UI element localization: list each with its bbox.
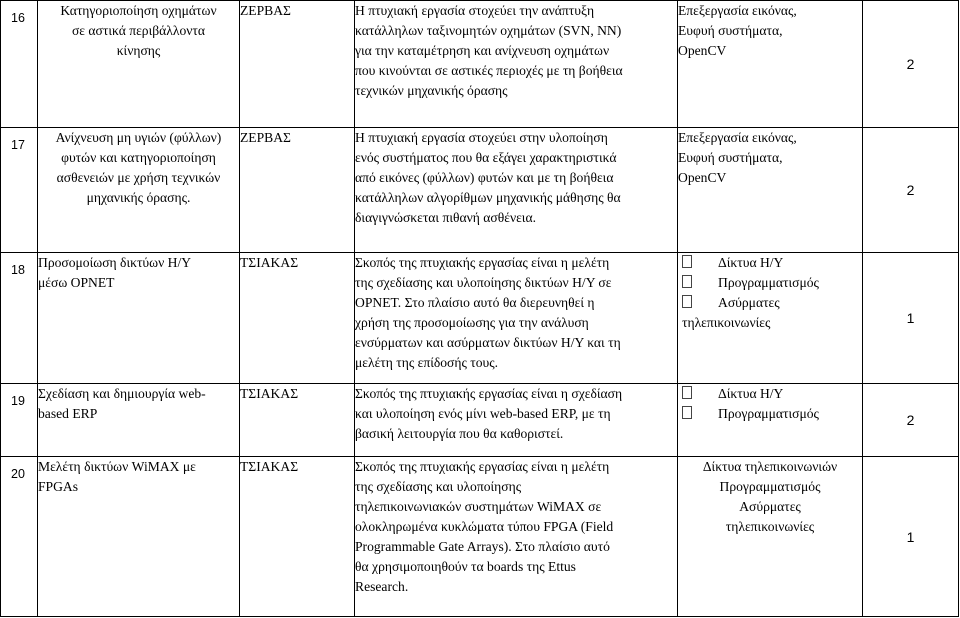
title-line: Μελέτη δικτύων WiMAX με: [38, 459, 196, 474]
thesis-description: [355, 253, 678, 384]
description-line: Σκοπός της πτυχιακής εργασίας είναι η σχεδίαση: [355, 386, 623, 401]
description-line: της σχεδίασης και υλοποίησης δικτύων Η/Υ σε: [355, 275, 612, 290]
description-line: μελέτη της επίδοσής τους.: [355, 355, 499, 370]
description-line: τεχνικών μηχανικής όρασης: [355, 83, 508, 98]
description-line: ενσύρματων και ασύρματων δικτύων Η/Υ και τη: [355, 335, 621, 350]
supervisor: ΤΣΙΑΚΑΣ: [240, 384, 355, 457]
supervisor: ΖΕΡΒΑΣ: [240, 1, 355, 128]
knowledge-line: Ευφυή συστήματα,: [678, 150, 783, 165]
knowledge-item: [678, 384, 862, 404]
description-line: Σκοπός της πτυχιακής εργασίας είναι η μελέτη: [355, 459, 610, 474]
thesis-title: [38, 457, 240, 617]
thesis-description: [355, 384, 678, 457]
knowledge-line: τηλεπικοινωνίες: [725, 519, 815, 534]
checkbox-bullet-icon: [682, 406, 692, 419]
knowledge-line: OpenCV: [678, 170, 727, 185]
description-line: από εικόνες (φύλλων) φυτών και με τη βοήθεια: [355, 170, 614, 185]
description-line: κατάλληλων αλγορίθμων μηχανικής μάθησης θα: [355, 190, 621, 205]
supervisor: ΤΣΙΑΚΑΣ: [240, 457, 355, 617]
knowledge-line: Επεξεργασία εικόνας,: [678, 130, 797, 145]
description-line: χρήση της προσομοίωσης για την ανάλυση: [355, 315, 589, 330]
thesis-title: [38, 253, 240, 384]
description-line: τηλεπικοινωνιακών συστημάτων WiMAX σε: [355, 499, 602, 514]
knowledge-item: [678, 293, 862, 313]
checkbox-bullet-icon: [682, 275, 692, 288]
table-row: [1, 457, 959, 617]
knowledge-line: OpenCV: [678, 43, 727, 58]
description-line: ολοκληρωμένα κυκλώματα τύπου FPGA (Field: [355, 519, 614, 534]
required-knowledge: [678, 253, 863, 384]
row-number: 16: [1, 1, 38, 128]
description-line: Programmable Gate Arrays). Στο πλαίσιο αυτό: [355, 539, 610, 554]
description-line: Σκοπός της πτυχιακής εργασίας είναι η μελέτη: [355, 255, 610, 270]
title-line: μηχανικής όρασης.: [86, 190, 191, 205]
description-line: που κινούνται σε αστικές περιοχές με τη βοήθεια: [355, 63, 623, 78]
knowledge-label: Προγραμματισμός: [718, 275, 819, 290]
description-line: OPNET. Στο πλαίσιο αυτό θα διερευνηθεί η: [355, 295, 595, 310]
knowledge-item: [678, 273, 862, 293]
supervisor: ΤΣΙΑΚΑΣ: [240, 253, 355, 384]
title-line: μέσω OPNET: [38, 275, 115, 290]
title-line: κίνησης: [116, 43, 161, 58]
checkbox-bullet-icon: [682, 295, 692, 308]
title-line: Ανίχνευση μη υγιών (φύλλων): [55, 130, 222, 145]
table-row: [1, 384, 959, 457]
credits-value: 2: [863, 384, 959, 457]
knowledge-item: [678, 404, 862, 424]
title-line: Κατηγοριοποίηση οχημάτων: [60, 3, 217, 18]
description-line: διαγιγνώσκεται πιθανή ασθένεια.: [355, 210, 536, 225]
knowledge-line: Ασύρματες: [739, 499, 801, 514]
knowledge-label: Δίκτυα Η/Υ: [718, 255, 784, 270]
description-line: Η πτυχιακή εργασία στοχεύει την ανάπτυξη: [355, 3, 595, 18]
knowledge-line: Δίκτυα τηλεπικοινωνιών: [702, 459, 838, 474]
description-line: και υλοποίηση ενός μίνι web-based ERP, με τη: [355, 406, 611, 421]
thesis-title: [38, 128, 240, 253]
table-row: [1, 253, 959, 384]
row-number: 19: [1, 384, 38, 457]
knowledge-label: Προγραμματισμός: [718, 406, 819, 421]
description-line: για την καταμέτρηση και ανίχνευση οχημάτων: [355, 43, 610, 58]
row-number: 17: [1, 128, 38, 253]
description-line: κατάλληλων ταξινομητών οχημάτων (SVN, NN): [355, 23, 622, 38]
description-line: Η πτυχιακή εργασία στοχεύει στην υλοποίηση: [355, 130, 608, 145]
required-knowledge: [678, 128, 863, 253]
thesis-title: [38, 384, 240, 457]
credits-value: 2: [863, 128, 959, 253]
checkbox-bullet-icon: [682, 386, 692, 399]
title-line: Σχεδίαση και δημιουργία web-: [38, 386, 206, 401]
title-line: φυτών και κατηγοριοποίηση: [61, 150, 216, 165]
knowledge-line: Επεξεργασία εικόνας,: [678, 3, 797, 18]
checkbox-bullet-icon: [682, 255, 692, 268]
title-line: FPGAs: [38, 479, 79, 494]
title-line: Προσομοίωση δικτύων Η/Υ: [38, 255, 192, 270]
row-number: 18: [1, 253, 38, 384]
required-knowledge: [678, 1, 863, 128]
title-line: based ERP: [38, 406, 98, 421]
knowledge-line: τηλεπικοινωνίες: [682, 315, 771, 330]
supervisor: ΖΕΡΒΑΣ: [240, 128, 355, 253]
thesis-description: [355, 128, 678, 253]
knowledge-line: Ευφυή συστήματα,: [678, 23, 783, 38]
description-line: θα χρησιμοποιηθούν τα boards της Ettus: [355, 559, 576, 574]
thesis-description: [355, 1, 678, 128]
title-line: σε αστικά περιβάλλοντα: [71, 23, 206, 38]
description-line: ενός συστήματος που θα εξάγει χαρακτηριστικά: [355, 150, 617, 165]
knowledge-label: Δίκτυα Η/Υ: [718, 386, 784, 401]
table-row: [1, 128, 959, 253]
description-line: Research.: [355, 579, 409, 594]
thesis-title: [38, 1, 240, 128]
knowledge-label: Ασύρματες: [718, 295, 780, 310]
title-line: ασθενειών με χρήση τεχνικών: [56, 170, 221, 185]
credits-value: 1: [863, 457, 959, 617]
knowledge-line: Προγραμματισμός: [719, 479, 821, 494]
description-line: της σχεδίασης και υλοποίησης: [355, 479, 522, 494]
required-knowledge: [678, 384, 863, 457]
credits-value: 2: [863, 1, 959, 128]
row-number: 20: [1, 457, 38, 617]
table-row: [1, 1, 959, 128]
knowledge-item: [678, 253, 862, 273]
thesis-description: [355, 457, 678, 617]
description-line: βασική λειτουργία που θα καθοριστεί.: [355, 426, 564, 441]
credits-value: 1: [863, 253, 959, 384]
required-knowledge: [678, 457, 863, 617]
